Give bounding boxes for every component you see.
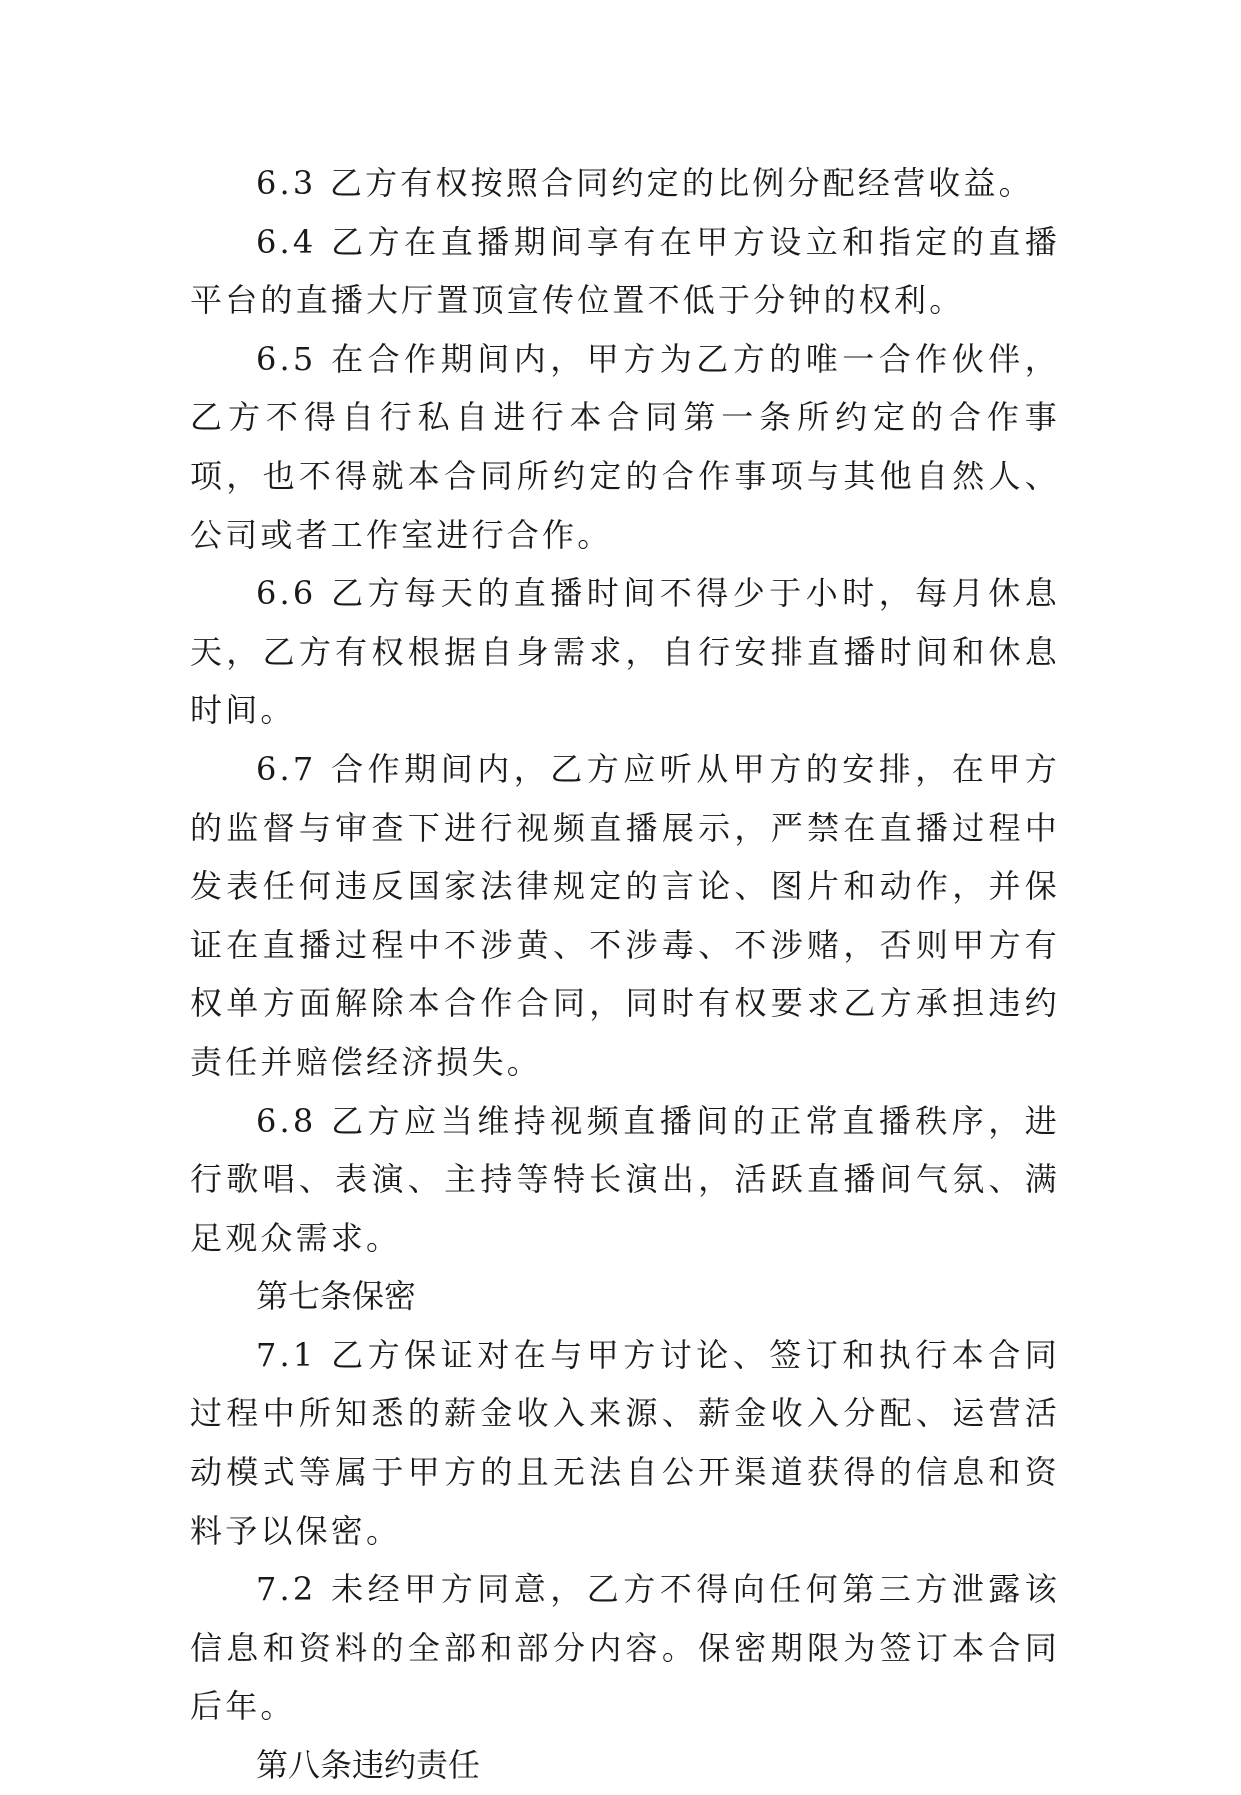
clause-7-2: 7.2 未经甲方同意，乙方不得向任何第三方泄露该信息和资料的全部和部分内容。保密期限为签订本合同后年。 (190, 1570, 1060, 1726)
clause-6-4: 6.4 乙方在直播期间享有在甲方设立和指定的直播平台的直播大厅置顶宣传位置不低于分钟的权利。 (190, 222, 1060, 320)
clause-6-6: 6.6 乙方每天的直播时间不得少于小时，每月休息天，乙方有权根据自身需求，自行安排直播时间和休息时间。 (190, 574, 1060, 730)
clause-6-7: 6.7 合作期间内，乙方应听从甲方的安排，在甲方的监督与审查下进行视频直播展示，严禁在直播过程中发表任何违反国家法律规定的言论、图片和动作，并保证在直播过程中不涉黄、不涉毒、不涉赌，否则甲方有权单方面解除本合作合同，同时有权要求乙方承担违约责任并赔偿经济损失。 (190, 749, 1060, 1081)
clause-6-5: 6.5 在合作期间内，甲方为乙方的唯一合作伙伴，乙方不得自行私自进行本合同第一条所约定的合作事项，也不得就本合同所约定的合作事项与其他自然人、公司或者工作室进行合作。 (190, 339, 1060, 554)
section-heading-article-8: 第八条违约责任 (256, 1746, 481, 1785)
clause-7-1: 7.1 乙方保证对在与甲方讨论、签订和执行本合同过程中所知悉的薪金收入来源、薪金收入分配、运营活动模式等属于甲方的且无法自公开渠道获得的信息和资料予以保密。 (190, 1335, 1060, 1550)
clause-6-8: 6.8 乙方应当维持视频直播间的正常直播秩序，进行歌唱、表演、主持等特长演出，活跃直播间气氛、满足观众需求。 (190, 1101, 1060, 1257)
clause-6-3: 6.3 乙方有权按照合同约定的比例分配经营收益。 (256, 164, 1034, 202)
document-page (190, 154, 1060, 1795)
section-heading-article-7: 第七条保密 (256, 1277, 417, 1316)
